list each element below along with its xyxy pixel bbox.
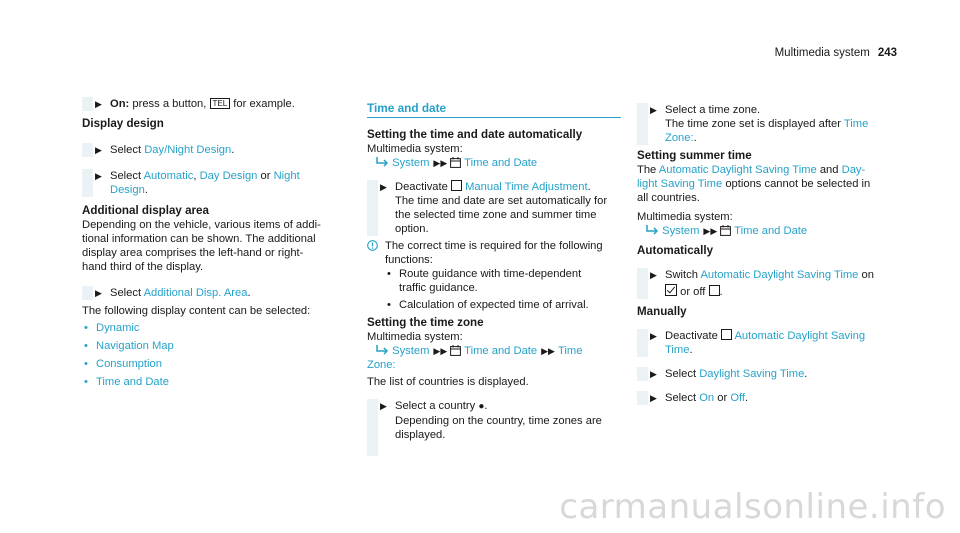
list-item[interactable]: • Dynamic <box>82 321 344 335</box>
checkbox-empty-icon <box>709 285 720 296</box>
step-on: ▶ On: press a button, TEL for example. <box>82 97 344 111</box>
step-arrow-icon: ▶ <box>380 182 387 192</box>
checkbox-checked-icon <box>665 284 677 296</box>
step-arrow-icon: ▶ <box>95 288 102 298</box>
chevron-double-icon: ▶▶ <box>703 226 718 236</box>
info-note-icon <box>367 240 378 251</box>
submenu-arrow-icon <box>375 345 389 355</box>
checkbox-empty-icon <box>721 329 732 340</box>
calendar-icon <box>450 345 461 356</box>
step-select-on-off: ▶ Select On or Off. <box>637 391 899 405</box>
watermark: carmanualsonline.info <box>559 487 946 527</box>
manual-time-adjustment-link[interactable]: Manual Time Adjustment <box>465 181 588 193</box>
day-design-link[interactable]: Day Design <box>199 170 258 182</box>
calendar-icon <box>450 157 461 168</box>
content-intro: The following display content can be selected: <box>82 305 311 317</box>
chevron-double-icon: ▶▶ <box>541 346 555 356</box>
step-day-night: ▶ Select Day/Night Design. <box>82 143 344 157</box>
automatically-heading: Automatically <box>637 244 714 257</box>
chevron-double-icon: ▶▶ <box>433 346 448 356</box>
list-item: • Calculation of expected time of arrival. <box>385 298 621 312</box>
list-item[interactable]: • Time and Date <box>82 375 344 389</box>
menu-path-summer: System ▶▶ Time and Date <box>637 224 899 238</box>
phone-key-icon: TEL <box>210 98 231 109</box>
right-column: ▶ Select a time zone. The time zone set is displayed after Time Zone:. Setting summer time The Automatic Daylight Saving Time and Day- light Saving Time options cannot be selected in all countries. Multimedia system: System ▶▶ Time and Date Automatically ▶ Switch Automatic Daylight Saving Time on or off . Manually ▶ Deactivate Automatic Daylight Saving Time. ▶ Select Daylight Saving Time. ▶ Select On or Off. <box>637 0 899 405</box>
path-time-date[interactable]: Time and Date <box>464 157 538 169</box>
country-list-text: The list of countries is displayed. <box>367 376 529 388</box>
step-deactivate-auto: ▶ Deactivate Automatic Daylight Saving Time. <box>637 329 899 357</box>
night-design-link[interactable]: Night <box>273 170 300 182</box>
step-arrow-icon: ▶ <box>380 401 387 411</box>
step-automatic: ▶ Select Automatic, Day Design or Night Design. <box>82 169 344 197</box>
mm-label: Multimedia system: <box>367 143 463 155</box>
path-zone[interactable]: Zone: <box>367 359 396 371</box>
list-item[interactable]: • Consumption <box>82 357 344 371</box>
step-arrow-icon: ▶ <box>650 331 657 341</box>
additional-display-text: Depending on the vehicle, various items of addi- tional information can be shown. The additional display area comprises the left-hand or right- hand third of the display. <box>82 219 321 273</box>
summer-heading: Setting summer time <box>637 149 752 162</box>
page-number: 243 <box>877 47 897 59</box>
step-deactivate-manual: ▶ Deactivate Manual Time Adjustment. The time and date are set automatically for the selected time zone and summer time option. <box>367 180 621 236</box>
step-arrow-icon: ▶ <box>650 393 657 403</box>
step-arrow-icon: ▶ <box>95 99 102 109</box>
step-additional-area: ▶ Select Additional Disp. Area. <box>82 286 344 300</box>
radio-selected-icon: ● <box>478 401 485 412</box>
step-arrow-icon: ▶ <box>650 270 657 280</box>
step-arrow-icon: ▶ <box>650 105 657 115</box>
step-switch: ▶ Switch Automatic Daylight Saving Time on or off . <box>637 268 899 299</box>
timezone-heading: Setting the time zone <box>367 316 484 329</box>
left-column <box>82 0 344 389</box>
off-option[interactable]: Off <box>730 392 746 404</box>
note-block: The correct time is required for the following functions: • Route guidance with time-dependent traffic guidance. • Calculation of expected time of arrival. <box>367 239 621 312</box>
chevron-double-icon: ▶▶ <box>433 158 448 168</box>
manually-heading: Manually <box>637 305 687 318</box>
step-select-daylight: ▶ Select Daylight Saving Time. <box>637 367 899 381</box>
step-select-country: ▶ Select a country ●. Depending on the country, time zones are displayed. <box>367 399 621 442</box>
automatic-link[interactable]: Automatic <box>143 170 194 182</box>
on-option[interactable]: On <box>699 392 715 404</box>
step-arrow-icon: ▶ <box>95 145 102 155</box>
auto-heading: Setting the time and date automatically <box>367 128 583 141</box>
step-arrow-icon: ▶ <box>650 369 657 379</box>
list-item[interactable]: • Navigation Map <box>82 339 344 353</box>
additional-display-heading: Additional display area <box>82 204 209 217</box>
additional-disp-area-link[interactable]: Additional Disp. Area <box>143 287 248 299</box>
path-system[interactable]: System <box>392 157 430 169</box>
day-night-design-link[interactable]: Day/Night Design <box>144 144 232 156</box>
checkbox-empty-icon <box>451 180 462 191</box>
section-title: Time and date <box>367 101 621 118</box>
middle-column: Time and date Setting the time and date automatically Multimedia system: System ▶▶ Time and Date ▶ Deactivate Manual Time Adjustment. The time and date are set automatically for the selected time zone and summer time option. The correct time is required for the following functions: • Route guidance with time-dependent traffic guidance. • Calculation of expected time of arrival. Setting the time zone Multimedia system: System ▶▶ Time and Date ▶▶ Time Zone: The list of countries is displayed. ▶ Select a country ●. Depending on the country, time zones are displayed. <box>367 0 621 442</box>
display-design-heading: Display design <box>82 117 164 130</box>
header-section: Multimedia system <box>774 47 870 59</box>
submenu-arrow-icon <box>645 225 659 235</box>
list-item: • Route guidance with time-dependent traffic guidance. <box>385 267 621 295</box>
step-arrow-icon: ▶ <box>95 171 102 181</box>
summer-text: The Automatic Daylight Saving Time and Day- light Saving Time options cannot be selected in all countries. <box>637 164 871 204</box>
menu-path-timezone: System ▶▶ Time and Date ▶▶ Time <box>367 344 621 358</box>
menu-path <box>367 156 621 170</box>
content-list <box>82 321 344 389</box>
submenu-arrow-icon <box>375 157 389 167</box>
calendar-icon <box>720 225 731 236</box>
step-select-timezone: ▶ Select a time zone. The time zone set is displayed after Time Zone:. <box>637 103 899 145</box>
